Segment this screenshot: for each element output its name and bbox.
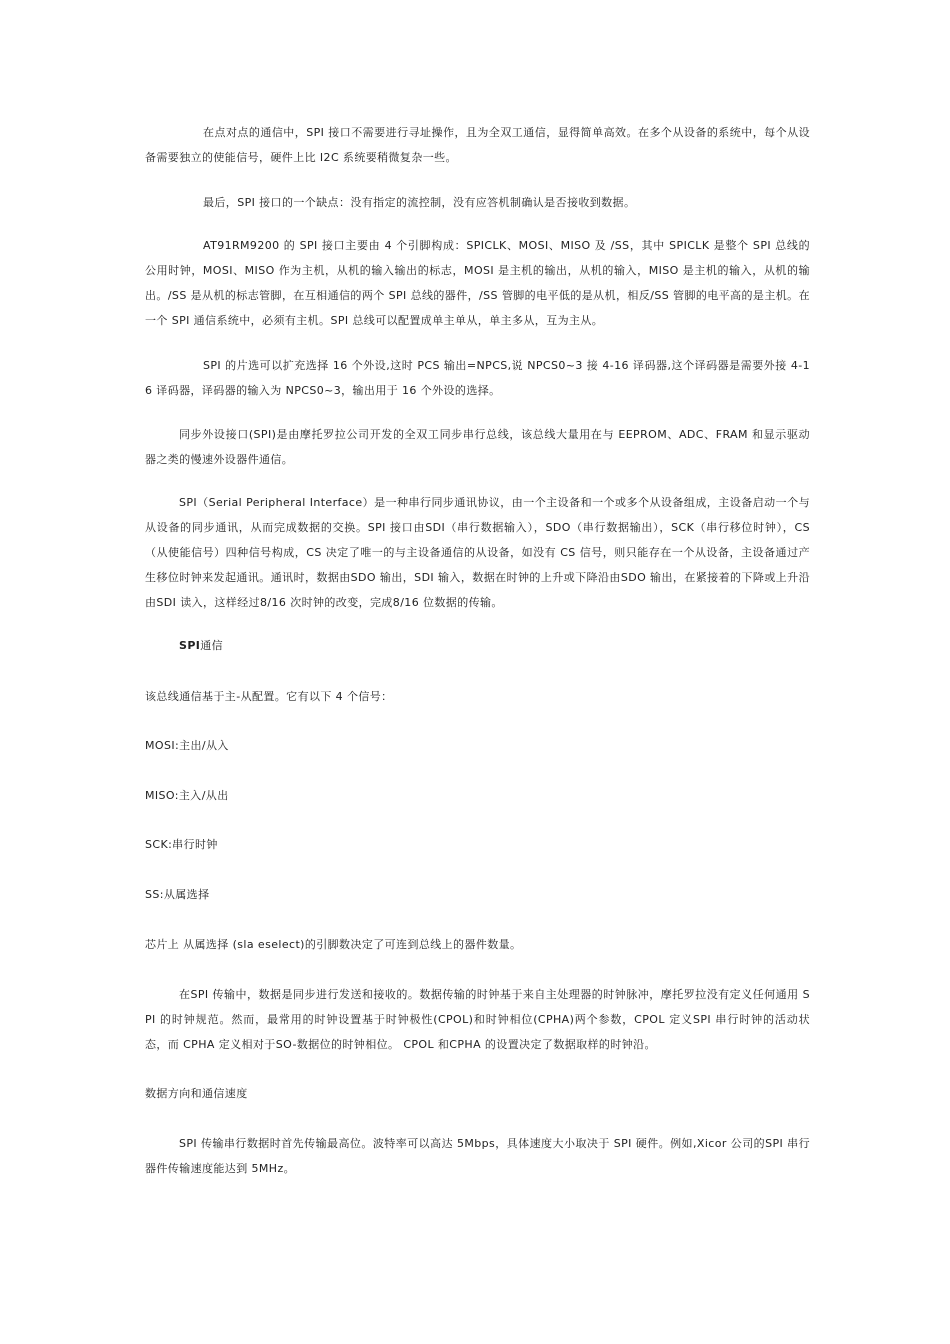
paragraph-spi-definition: 同步外设接口(SPI)是由摩托罗拉公司开发的全双工同步串行总线，该总线大量用在与 EEPROM、ADC、FRAM 和显示驱动器之类的慢速外设器件通信。	[145, 428, 810, 466]
paragraph-at91rm9200-pins: AT91RM9200 的 SPI 接口主要由 4 个引脚构成：SPICLK、MOSI、MISO 及 /SS，其中 SPICLK 是整个 SPI 总线的公用时钟，MOSI、MISO 作为主机，从机的输入输出的标志，MOSI 是主机的输出，从机的输入，MISO 是主机的输入，从机的输出。/SS 是从机的标志管脚，在互相通信的两个 SPI 总线的器件，/SS 管脚的电平低的是从机，相反/SS 管脚的电平高的是主机。在一个 SPI 通信系统中，必须有主机。SPI 总线可以配置成单主单从，单主多从，互为主从。	[145, 239, 810, 327]
paragraph-spi-point-to-point: 在点对点的通信中，SPI 接口不需要进行寻址操作，且为全双工通信，显得简单高效。在多个从设备的系统中，每个从设备需要独立的使能信号，硬件上比 I2C 系统要稍微复杂一些。	[145, 126, 810, 164]
paragraph-clock-polarity-phase: 在SPI 传输中，数据是同步进行发送和接收的。数据传输的时钟基于来自主处理器的时钟脉冲，摩托罗拉没有定义任何通用 SPI 的时钟规范。然而，最常用的时钟设置基于时钟极性(CPOL)和时钟相位(CPHA)两个参数，CPOL 定义SPI 串行时钟的活动状态，而 CPHA 定义相对于SO-数据位的时钟相位。 CPOL 和CPHA 的设置决定了数据取样的时钟沿。	[145, 988, 810, 1051]
section-heading-spi-communication	[145, 633, 810, 658]
heading-communication-text: 通信	[200, 639, 224, 652]
paragraph-chip-select-expansion: SPI 的片选可以扩充选择 16 个外设,这时 PCS 输出=NPCS,说 NPCS0~3 接 4-16 译码器,这个译码器是需要外接 4-16 译码器，译码器的输入为 NPCS0~3，输出用于 16 个外设的选择。	[145, 359, 810, 397]
subheading-data-direction-speed: 数据方向和通信速度	[145, 1087, 248, 1100]
paragraph-transfer-speed: SPI 传输串行数据时首先传输最高位。波特率可以高达 5Mbps，具体速度大小取决于 SPI 硬件。例如,Xicor 公司的SPI 串行器件传输速度能达到 5MHz。	[145, 1137, 810, 1175]
paragraph-spi-protocol-details: SPI（Serial Peripheral Interface）是一种串行同步通讯协议，由一个主设备和一个或多个从设备组成，主设备启动一个与从设备的同步通讯，从而完成数据的交换。SPI 接口由SDI（串行数据输入），SDO（串行数据输出），SCK（串行移位时钟），CS（从使能信号）四种信号构成，CS 决定了唯一的与主设备通信的从设备，如没有 CS 信号，则只能存在一个从设备，主设备通过产生移位时钟来发起通讯。通讯时，数据由SDO 输出，SDI 输入，数据在时钟的上升或下降沿由SDO 输出，在紧接着的下降或上升沿由SDI 读入，这样经过8/16 次时钟的改变，完成8/16 位数据的传输。	[145, 496, 810, 609]
paragraph-spi-drawback: 最后，SPI 接口的一个缺点：没有指定的流控制，没有应答机制确认是否接收到数据。	[203, 196, 636, 209]
signal-mosi: MOSI:主出/从入	[145, 739, 229, 752]
signal-ss: SS:从属选择	[145, 888, 210, 901]
paragraph-slave-select-pins: 芯片上 从属选择 (sla eselect)的引脚数决定了可连到总线上的器件数量。	[145, 938, 522, 951]
signal-sck: SCK:串行时钟	[145, 838, 218, 851]
signal-miso: MISO:主入/从出	[145, 789, 229, 802]
paragraph-master-slave-config: 该总线通信基于主-从配置。它有以下 4 个信号：	[145, 690, 393, 703]
heading-spi-bold: SPI	[179, 639, 201, 652]
